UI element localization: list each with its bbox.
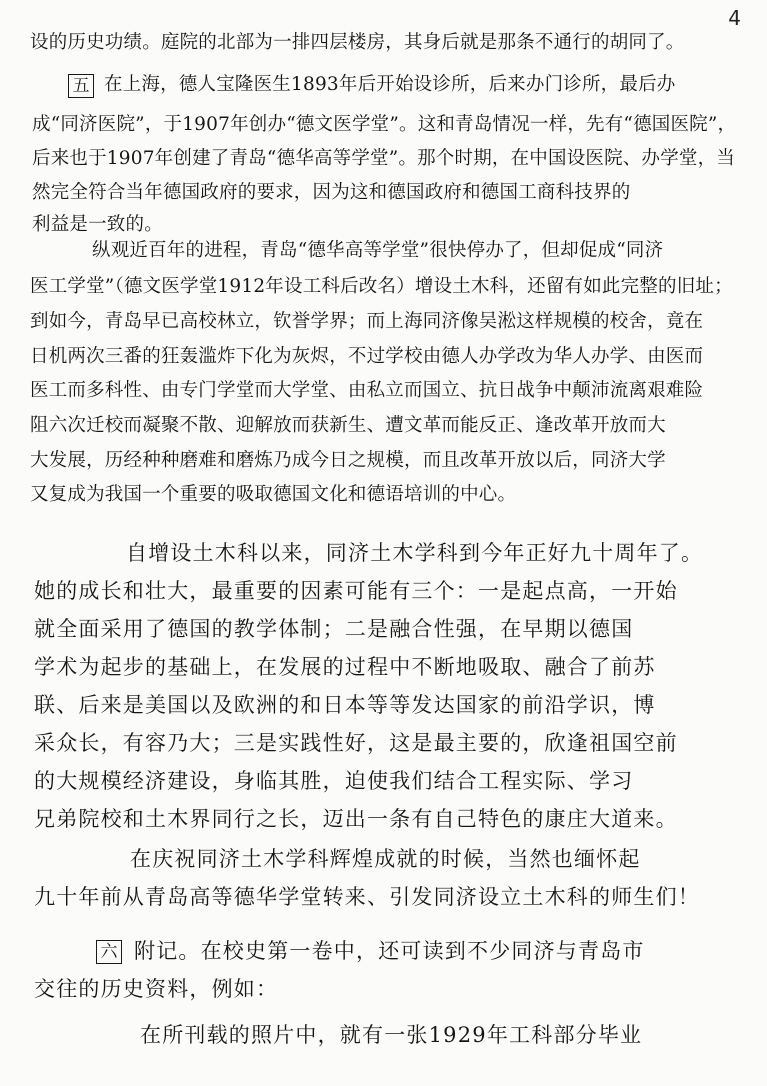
section-marker-six: 六	[96, 940, 122, 964]
text-line: 医工而多科性、由专门学堂而大学堂、由私立而国立、抗日战争中颠沛流离艰难险	[30, 380, 704, 401]
text-line: 九十年前从青岛高等德华学堂转来、引发同济设立土木科的师生们！	[34, 885, 700, 909]
text-line: 成“同济医院”，于1907年创办“德文医学堂”。这和青岛情况一样，先有“德国医院”，	[32, 114, 737, 135]
text-line: 的大规模经济建设，身临其胜，迫使我们结合工程实际、学习	[34, 769, 634, 793]
text-line: 设的历史功绩。庭院的北部为一排四层楼房，其身后就是那条不通行的胡同了。	[30, 32, 685, 53]
text-line: 就全面采用了德国的教学体制；二是融合性强，在早期以德国	[34, 617, 634, 641]
text-line: 采众长，有容乃大；三是实践性好，这是最主要的，欣逢祖国空前	[34, 731, 678, 755]
text-line: 在上海，德人宝隆医生1893年后开始设诊所，后来办门诊所，最后办	[104, 74, 676, 95]
text-line: 日机两次三番的狂轰滥炸下化为灰烬，不过学校由德人办学改为华人办学、由医而	[30, 346, 704, 367]
text-line: 又复成为我国一个重要的吸取德国文化和德语培训的中心。	[30, 484, 517, 505]
text-line: 附记。在校史第一卷中，还可读到不少同济与青岛市	[134, 939, 645, 963]
section-marker-five: 五	[68, 74, 94, 98]
text-line: 联、后来是美国以及欧洲的和日本等等发达国家的前沿学识，博	[34, 693, 656, 717]
text-line: 学术为起步的基础上，在发展的过程中不断地吸取、融合了前苏	[34, 655, 656, 679]
text-line: 纵观近百年的进程，青岛“德华高等学堂”很快停办了，但却促成“同济	[92, 240, 664, 261]
text-line: 利益是一致的。	[32, 214, 163, 235]
text-line: 在庆祝同济土木学科辉煌成就的时候，当然也缅怀起	[130, 847, 641, 871]
text-line: 后来也于1907年创建了青岛“德华高等学堂”。那个时期，在中国设医院、办学堂，当	[32, 148, 735, 169]
text-line: 兄弟院校和土木界同行之长，迈出一条有自己特色的康庄大道来。	[34, 807, 678, 831]
text-line: 阻六次迁校而凝聚不散、迎解放而获新生、遭文革而能反正、逢改革开放而大	[30, 415, 666, 436]
text-line: 她的成长和壮大，最重要的因素可能有三个：一是起点高，一开始	[34, 579, 678, 603]
text-line: 大发展，历经种种磨难和磨炼乃成今日之规模，而且改革开放以后，同济大学	[30, 450, 666, 471]
text-line: 在所刊载的照片中，就有一张1929年工科部分毕业	[140, 1023, 643, 1047]
text-line: 然完全符合当年德国政府的要求，因为这和德国政府和德国工商科技界的	[32, 182, 631, 203]
text-line: 医工学堂”（德文医学堂1912年设工科后改名）增设土木科，还留有如此完整的旧址；	[30, 276, 733, 297]
text-line: 交往的历史资料，例如：	[34, 977, 279, 1001]
text-line: 到如今，青岛早已高校林立，钦誉学界；而上海同济像吴淞这样规模的校舍，竟在	[30, 311, 704, 332]
page-number: 4	[728, 6, 741, 30]
text-line: 自增设土木科以来，同济土木学科到今年正好九十周年了。	[126, 541, 704, 565]
